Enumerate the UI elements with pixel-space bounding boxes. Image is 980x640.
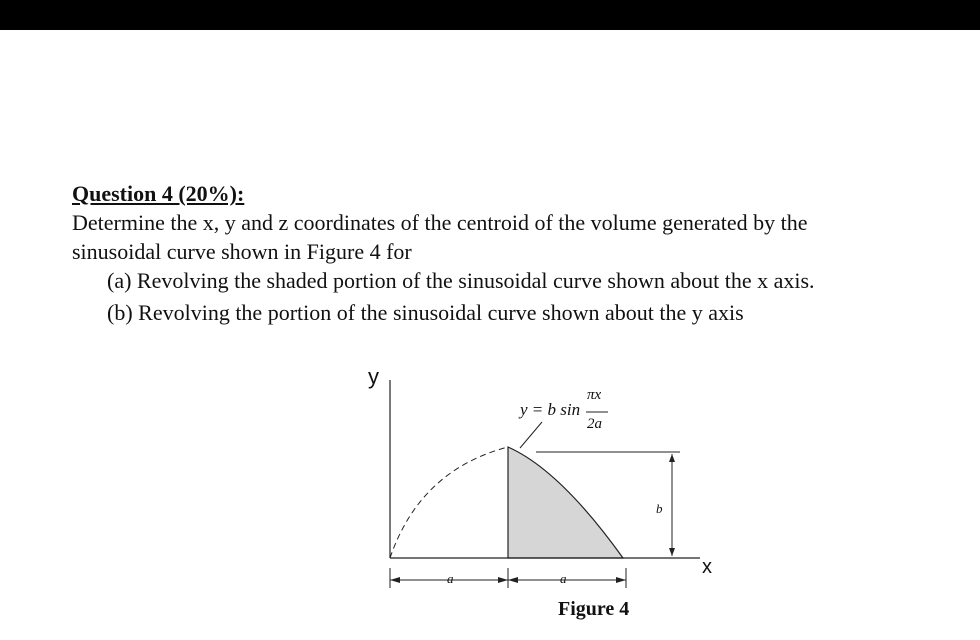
equation-numerator: πx	[587, 387, 602, 403]
top-black-bar	[0, 0, 980, 30]
question-part-b: (b) Revolving the portion of the sinusoidal curve shown about the y axis	[107, 300, 744, 325]
width-label-left: a	[447, 571, 454, 586]
a-arrow-1	[390, 577, 400, 583]
a-arrow-3	[508, 577, 518, 583]
y-axis-label: y	[368, 364, 379, 389]
question-part-a: (a) Revolving the shaded portion of the sinusoidal curve shown about the x axis.	[107, 268, 815, 293]
question-title: Question 4 (20%):	[72, 181, 245, 206]
a-arrow-2	[498, 577, 508, 583]
a-arrow-4	[616, 577, 626, 583]
b-arrow-up	[669, 454, 675, 462]
equation-leader	[520, 422, 542, 448]
b-arrow-down	[669, 548, 675, 556]
question-text-line-2: sinusoidal curve shown in Figure 4 for	[72, 239, 412, 264]
x-axis-label: x	[702, 556, 712, 578]
height-label: b	[656, 501, 663, 516]
question-text-line-1: Determine the x, y and z coordinates of the centroid of the volume generated by the	[72, 210, 808, 235]
figure-caption: Figure 4	[558, 598, 630, 620]
width-label-right: a	[560, 571, 567, 586]
shaded-region	[508, 447, 623, 558]
equation-denominator: 2a	[587, 416, 602, 432]
figure-4	[360, 360, 750, 635]
equation-left: y = b sin	[520, 400, 581, 419]
dashed-curve	[390, 447, 508, 558]
